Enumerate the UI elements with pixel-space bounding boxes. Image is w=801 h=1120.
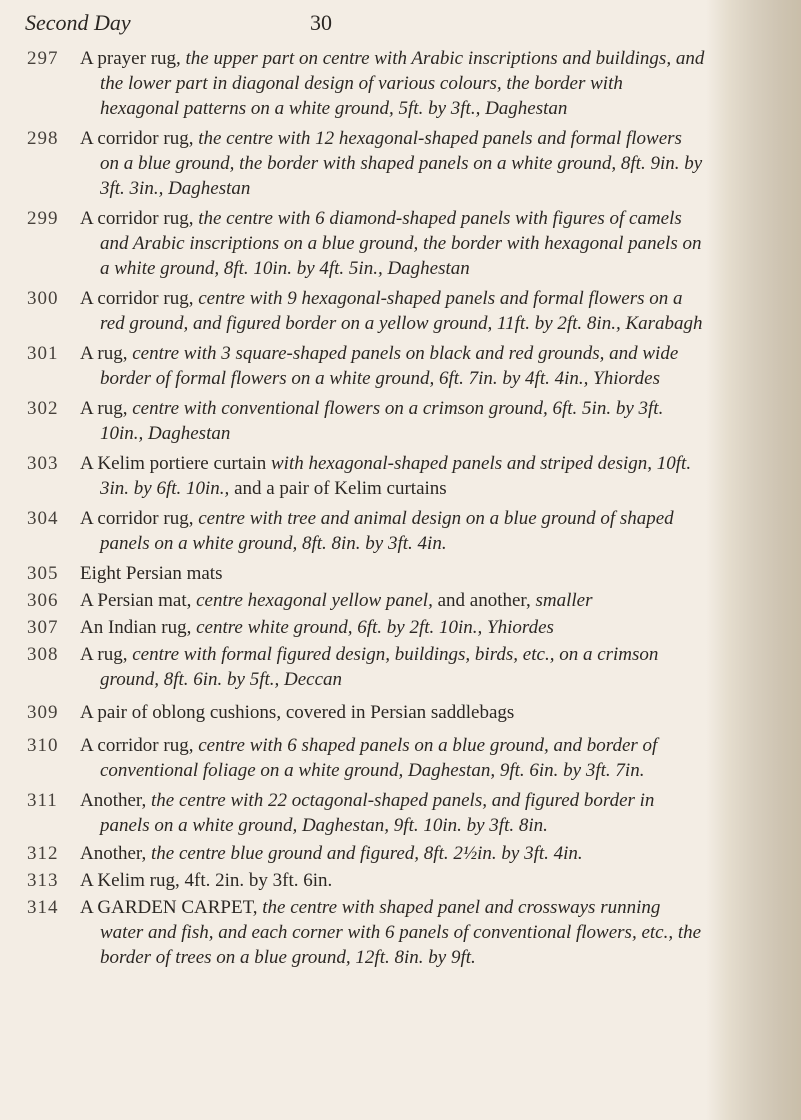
page-number: 30 [310,10,332,35]
lot-description [80,206,705,281]
lot-entry [0,206,705,281]
lot-entry [0,841,705,866]
lot-description-part: centre hexagonal yellow panel, [196,590,438,611]
lot-description-part: A corridor rug, [80,128,199,149]
lot-entry [0,733,705,783]
lot-description-part: A pair of oblong cushions, covered in Persian saddlebags [80,702,515,723]
lot-description [80,868,705,893]
lot-description-part: A corridor rug, [80,288,199,309]
lot-entry [0,615,705,640]
lot-description-part: the centre blue ground and figured, 8ft. 2½in. by 3ft. 4in. [151,843,583,864]
lot-description-part: the centre with 12 hexagonal-shaped panels and formal flowers on a blue ground, the border with shaped panels on a white ground, 8ft. 9in. by 3ft. 3in., Daghestan [100,128,703,199]
lot-description [80,46,705,121]
lot-description-part: A Persian mat, [80,590,197,611]
lot-number: 299 [27,208,59,229]
lot-description-part: centre white ground, 6ft. by 2ft. 10in., Yhiordes [196,617,554,638]
lot-description [80,700,705,725]
lot-entry [0,506,705,556]
lot-entry [0,46,705,121]
lot-number: 302 [27,398,59,419]
lot-description-part: centre with formal figured design, buildings, birds, etc., on a crimson ground, 8ft. 6in. by 5ft., Deccan [100,644,659,690]
lot-number: 298 [27,128,59,149]
lot-description [80,733,705,783]
lot-description-part: centre with 6 shaped panels on a blue ground, and border of conventional foliage on a white ground, Daghestan, 9ft. 6in. by 3ft. 7in. [100,735,658,781]
lot-description [80,126,705,201]
lot-description [80,841,705,866]
lot-description-part: centre with conventional flowers on a crimson ground, 6ft. 5in. by 3ft. 10in., Daghestan [100,398,664,444]
lot-description [80,588,705,613]
lot-description-part: the centre with 6 diamond-shaped panels with figures of camels and Arabic inscriptions on a blue ground, the border with hexagonal panels on a white ground, 8ft. 10in. by 4ft. 5in., Daghestan [100,208,702,279]
lot-description-part: Eight Persian mats [80,563,223,584]
lot-description [80,396,705,446]
lot-description [80,895,705,970]
lot-number: 300 [27,288,59,309]
lot-number: 312 [27,843,59,864]
lot-description-part: centre with tree and animal design on a blue ground of shaped panels on a white ground, 8ft. 8in. by 3ft. 4in. [100,508,674,554]
lot-number: 308 [27,644,59,665]
lot-description-part: A prayer rug, [80,48,186,69]
lot-entry [0,561,705,586]
lot-description [80,506,705,556]
lot-description-part: A corridor rug, [80,208,199,229]
lot-entry [0,286,705,336]
lot-description-part: the upper part on centre with Arabic inscriptions and buildings, and the lower part in diagonal design of various colours, the border with hexagonal patterns on a white ground, 5ft. by 3ft., Daghestan [100,48,705,119]
lot-description-part: smaller [535,590,593,611]
lot-number: 311 [27,790,58,811]
page-edge-shadow [706,0,801,1120]
lot-description-part: Another, [80,790,151,811]
lot-description [80,341,705,391]
lot-description-part: A Kelim portiere curtain [80,453,271,474]
lot-description-part: A GARDEN CARPET, [80,897,263,918]
lot-description-part: A corridor rug, [80,508,199,529]
lot-entry [0,788,705,838]
lot-description-part: An Indian rug, [80,617,197,638]
lot-list [0,46,705,971]
lot-entry [0,642,705,692]
lot-description-part: centre with 9 hexagonal-shaped panels and formal flowers on a red ground, and figured border on a yellow ground, 11ft. by 2ft. 8in., Karabagh [100,288,703,334]
lot-description-part: and another, [437,590,536,611]
lot-entry [0,341,705,391]
lot-description-part: with hexagonal-shaped panels and striped design, 10ft. 3in. by 6ft. 10in., [100,453,692,499]
lot-number: 313 [27,870,59,891]
lot-description [80,615,705,640]
lot-description [80,451,705,501]
lot-number: 309 [27,702,59,723]
lot-number: 304 [27,508,59,529]
lot-number: 301 [27,343,59,364]
lot-number: 303 [27,453,59,474]
lot-description-part: A rug, [80,644,133,665]
lot-entry [0,396,705,446]
lot-number: 306 [27,590,59,611]
lot-entry [0,895,705,970]
lot-description-part: and a pair of Kelim curtains [234,478,447,499]
lot-description-part: A rug, [80,343,133,364]
lot-entry [0,588,705,613]
lot-number: 310 [27,735,59,756]
lot-entry [0,126,705,201]
lot-description-part: A rug, [80,398,133,419]
lot-entry [0,451,705,501]
page-header [0,10,705,40]
lot-number: 297 [27,48,59,69]
lot-description-part: the centre with shaped panel and crossways running water and fish, and each corner with 6 panels of conventional flowers, etc., the border of trees on a blue ground, 12ft. 8in. by 9ft. [100,897,702,968]
lot-description-part: the centre with 22 octagonal-shaped panels, and figured border in panels on a white ground, Daghestan, 9ft. 10in. by 3ft. 8in. [100,790,655,836]
day-heading: Second Day [25,10,131,35]
lot-description-part: centre with 3 square-shaped panels on black and red grounds, and wide border of formal flowers on a white ground, 6ft. 7in. by 4ft. 4in., Yhiordes [100,343,679,389]
lot-description [80,642,705,692]
lot-description [80,561,705,586]
lot-number: 307 [27,617,59,638]
lot-entry [0,868,705,893]
lot-description-part: A Kelim rug, 4ft. 2in. by 3ft. 6in. [80,870,333,891]
lot-number: 314 [27,897,59,918]
lot-number: 305 [27,563,59,584]
lot-description [80,286,705,336]
lot-description [80,788,705,838]
lot-entry [0,700,705,725]
lot-description-part: Another, [80,843,151,864]
lot-description-part: A corridor rug, [80,735,199,756]
